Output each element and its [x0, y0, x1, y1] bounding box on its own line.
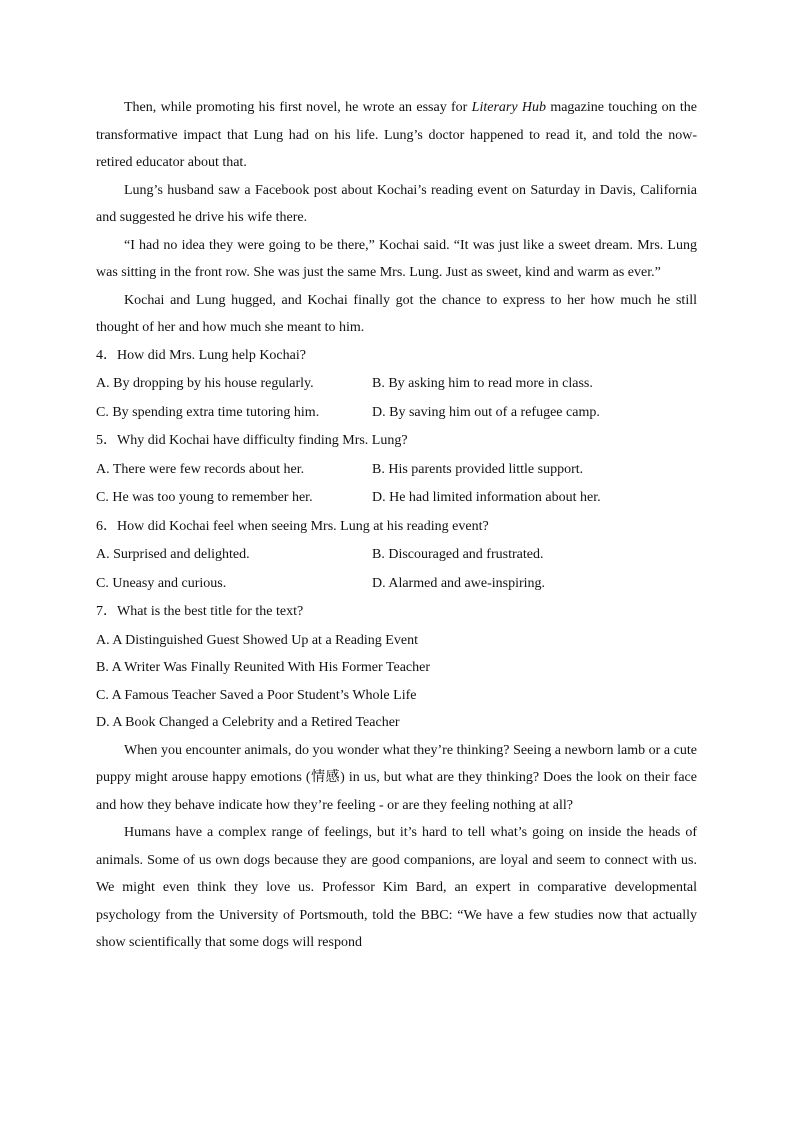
question-5 [96, 427, 697, 513]
passage1-paragraph-1 [96, 94, 697, 177]
option-a: A. A Distinguished Guest Showed Up at a Reading Event [96, 632, 418, 648]
option-b: B. A Writer Was Finally Reunited With His Former Teacher [96, 660, 431, 675]
option-d: D. Alarmed and awe-inspiring. [372, 575, 546, 591]
option-c: C. He was too young to remember her. [96, 490, 313, 505]
question-stem: 6．How did Kochai feel when seeing Mrs. Lung at his reading event? [96, 518, 489, 534]
options-row [96, 570, 697, 599]
question-7 [96, 598, 697, 737]
option-c: C. A Famous Teacher Saved a Poor Student’s Whole Life [96, 687, 417, 703]
passage2-paragraph-1: When you encounter animals, do you wonder what they’re thinking? Seeing a newborn lamb or a cute puppy might arouse happy emotions (情感) in us, but what are they thinking? Does the look on their face and how they behave indicate how they’re feeling - or are they feeling nothing at all? [96, 742, 697, 813]
passage2-paragraph-2: Humans have a complex range of feelings, but it’s hard to tell what’s going on inside the heads of animals. Some of us own dogs because they are good companions, are loyal and seem to connect with us. We might even think they love us. Professor Kim Bard, an expert in comparative developmental psychology from the University of Portsmouth, told the BBC: “We have a few studies now that actually show scientifically that some dogs will respond [96, 825, 697, 950]
option-a: A. By dropping by his house regularly. [96, 376, 314, 391]
option-b: B. His parents provided little support. [372, 461, 584, 477]
options-row [96, 484, 697, 513]
option-b: B. By asking him to read more in class. [372, 376, 593, 391]
option-a: A. Surprised and delighted. [96, 547, 250, 562]
passage1-paragraph-2: Lung’s husband saw a Facebook post about Kochai’s reading event on Saturday in Davis, California and suggested he drive his wife there. [96, 182, 697, 225]
question-stem: 7．What is the best title for the text? [96, 604, 304, 619]
question-6 [96, 513, 697, 599]
option-b: B. Discouraged and frustrated. [372, 547, 544, 562]
passage1-p1-text-a: Then, while promoting his first novel, he wrote an essay for [124, 100, 472, 115]
options-row [96, 399, 697, 428]
option-d: D. A Book Changed a Celebrity and a Retired Teacher [96, 715, 400, 730]
options-row [96, 456, 697, 485]
option-d: D. By saving him out of a refugee camp. [372, 404, 600, 420]
option-d: D. He had limited information about her. [372, 490, 601, 505]
magazine-title: Literary Hub [471, 100, 546, 115]
question-4 [96, 342, 697, 428]
passage1-paragraph-3: “I had no idea they were going to be there,” Kochai said. “It was just like a sweet dream. Mrs. Lung was sitting in the front row. She was just the same Mrs. Lung. Just as sweet, kind and warm as ever.” [96, 237, 697, 280]
options-row [96, 370, 697, 399]
question-stem: 5．Why did Kochai have difficulty finding Mrs. Lung? [96, 433, 408, 448]
passage1-p1-text-b: magazine touching on the transformative impact that Lung had on his life. Lung’s doctor happened to read it, and told the now-retired educator about that. [96, 100, 698, 170]
question-stem: 4．How did Mrs. Lung help Kochai? [96, 347, 306, 363]
passage1-paragraph-4: Kochai and Lung hugged, and Kochai finally got the chance to express to her how much he still thought of her and how much she meant to him. [96, 292, 697, 335]
option-a: A. There were few records about her. [96, 461, 305, 477]
option-c: C. Uneasy and curious. [96, 575, 227, 591]
options-row [96, 541, 697, 570]
option-c: C. By spending extra time tutoring him. [96, 404, 320, 420]
